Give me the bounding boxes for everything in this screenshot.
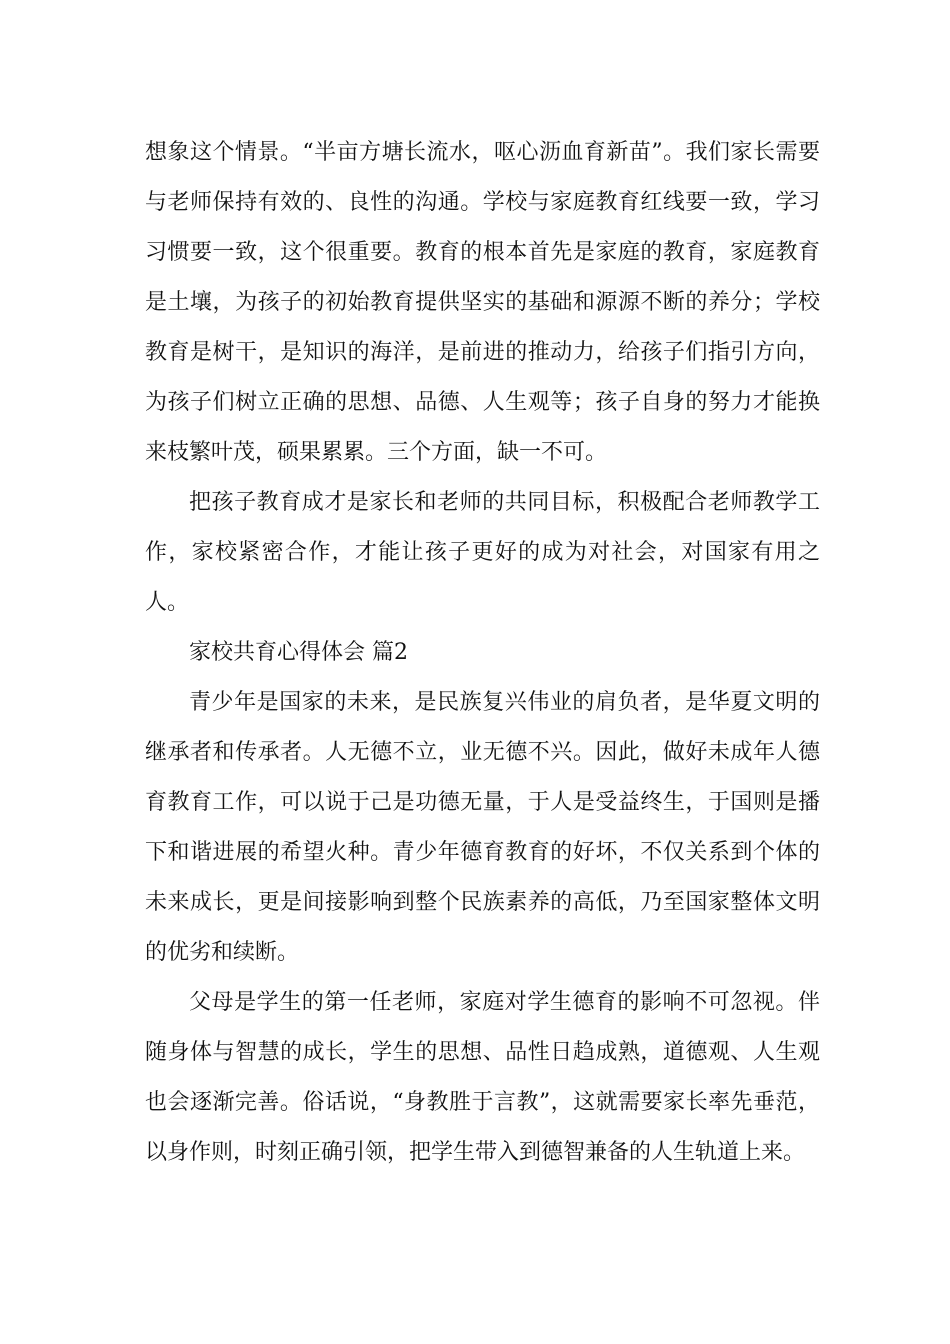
section-heading: 家校共育心得体会 篇2 (189, 640, 408, 665)
paragraph-1: 想象这个情景。“半亩方塘长流水，呕心沥血育新苗”。我们家长需要与老师保持有效的、良性的沟通。学校与家庭教育红线要一致，学习习惯要一致，这个很重要。教育的根本首先是家庭的教育，家庭教育是土壤，为孩子的初始教育提供坚实的基础和源源不断的养分；学校教育是树干，是知识的海洋，是前进的推动力，给孩子们指引方向，为孩子们树立正确的思想、品德、人生观等；孩子自身的努力才能换来枝繁叶茂，硕果累累。三个方面，缺一不可。 (145, 140, 820, 465)
paragraph-4: 父母是学生的第一任老师，家庭对学生德育的影响不可忽视。伴随身体与智慧的成长，学生的思想、品性日趋成熟，道德观、人生观也会逐渐完善。俗话说，“身教胜于言教”，这就需要家长率先垂范，以身作则，时刻正确引领，把学生带入到德智兼备的人生轨道上来。 (145, 990, 820, 1165)
paragraph-3: 青少年是国家的未来，是民族复兴伟业的肩负者，是华夏文明的继承者和传承者。人无德不立，业无德不兴。因此，做好未成年人德育教育工作，可以说于己是功德无量，于人是受益终生，于国则是播下和谐进展的希望火种。青少年德育教育的好坏，不仅关系到个体的未来成长，更是间接影响到整个民族素养的高低，乃至国家整体文明的优劣和续断。 (145, 690, 820, 965)
paragraph-2: 把孩子教育成才是家长和老师的共同目标，积极配合老师教学工作，家校紧密合作，才能让孩子更好的成为对社会，对国家有用之人。 (145, 490, 820, 615)
document-body (145, 128, 820, 1178)
